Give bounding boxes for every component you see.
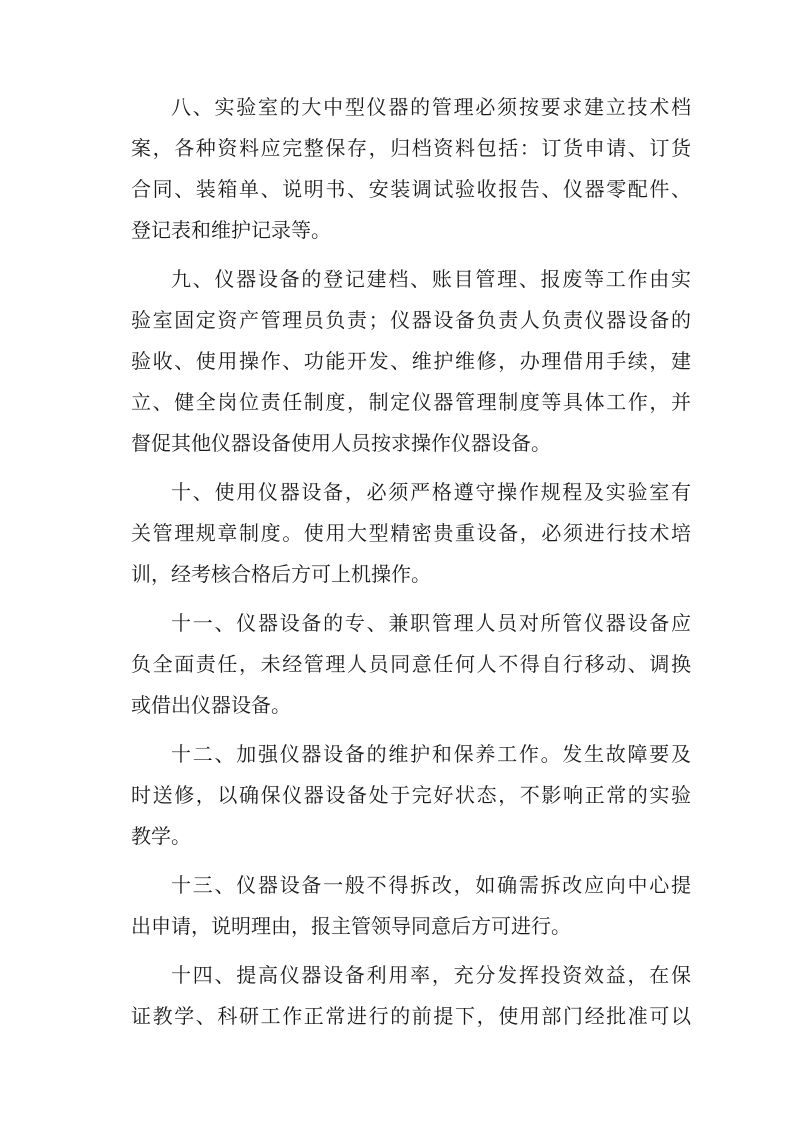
paragraph-8 <box>131 87 691 251</box>
paragraph-line: 十四、提高仪器设备利用率，充分发挥投资效益，在保 <box>171 963 691 987</box>
paragraph-line: 十三、仪器设备一般不得拆改，如确需拆改应向中心提 <box>171 873 691 897</box>
paragraph-line: 九、仪器设备的登记建档、账目管理、报废等工作由实 <box>171 267 691 291</box>
paragraph-line: 十一、仪器设备的专、兼职管理人员对所管仪器设备应 <box>171 611 691 635</box>
paragraph-line: 出申请，说明理由，报主管领导同意后方可进行。 <box>131 914 571 938</box>
document-body <box>131 87 691 1045</box>
paragraph-line: 或借出仪器设备。 <box>131 693 291 717</box>
paragraph-11 <box>131 603 691 726</box>
paragraph-line: 合同、装箱单、说明书、安装调试验收报告、仪器零配件、 <box>131 177 691 201</box>
paragraph-line: 立、健全岗位责任制度，制定仪器管理制度等具体工作，并 <box>131 390 691 414</box>
paragraph-12 <box>131 734 691 857</box>
paragraph-line: 训，经考核合格后方可上机操作。 <box>131 562 431 586</box>
paragraph-line: 十、使用仪器设备，必须严格遵守操作规程及实验室有 <box>171 480 691 504</box>
paragraph-line: 时送修，以确保仪器设备处于完好状态，不影响正常的实验 <box>131 783 691 807</box>
paragraph-line: 关管理规章制度。使用大型精密贵重设备，必须进行技术培 <box>131 521 691 545</box>
paragraph-14 <box>131 955 691 1037</box>
paragraph-13 <box>131 865 691 947</box>
paragraph-9 <box>131 259 691 464</box>
paragraph-line: 登记表和维护记录等。 <box>131 218 331 242</box>
paragraph-line: 验收、使用操作、功能开发、维护维修，办理借用手续，建 <box>131 349 691 373</box>
paragraph-line: 教学。 <box>131 824 191 848</box>
paragraph-line: 验室固定资产管理员负责；仪器设备负责人负责仪器设备的 <box>131 308 691 332</box>
paragraph-line: 督促其他仪器设备使用人员按求操作仪器设备。 <box>131 431 551 455</box>
paragraph-line: 负全面责任，未经管理人员同意任何人不得自行移动、调换 <box>131 652 691 676</box>
paragraph-line: 案，各种资料应完整保存，归档资料包括：订货申请、订货 <box>131 136 691 160</box>
paragraph-10 <box>131 472 691 595</box>
paragraph-line: 八、实验室的大中型仪器的管理必须按要求建立技术档 <box>171 95 691 119</box>
paragraph-line: 证教学、科研工作正常进行的前提下，使用部门经批准可以 <box>131 1004 691 1028</box>
paragraph-line: 十二、加强仪器设备的维护和保养工作。发生故障要及 <box>171 742 691 766</box>
